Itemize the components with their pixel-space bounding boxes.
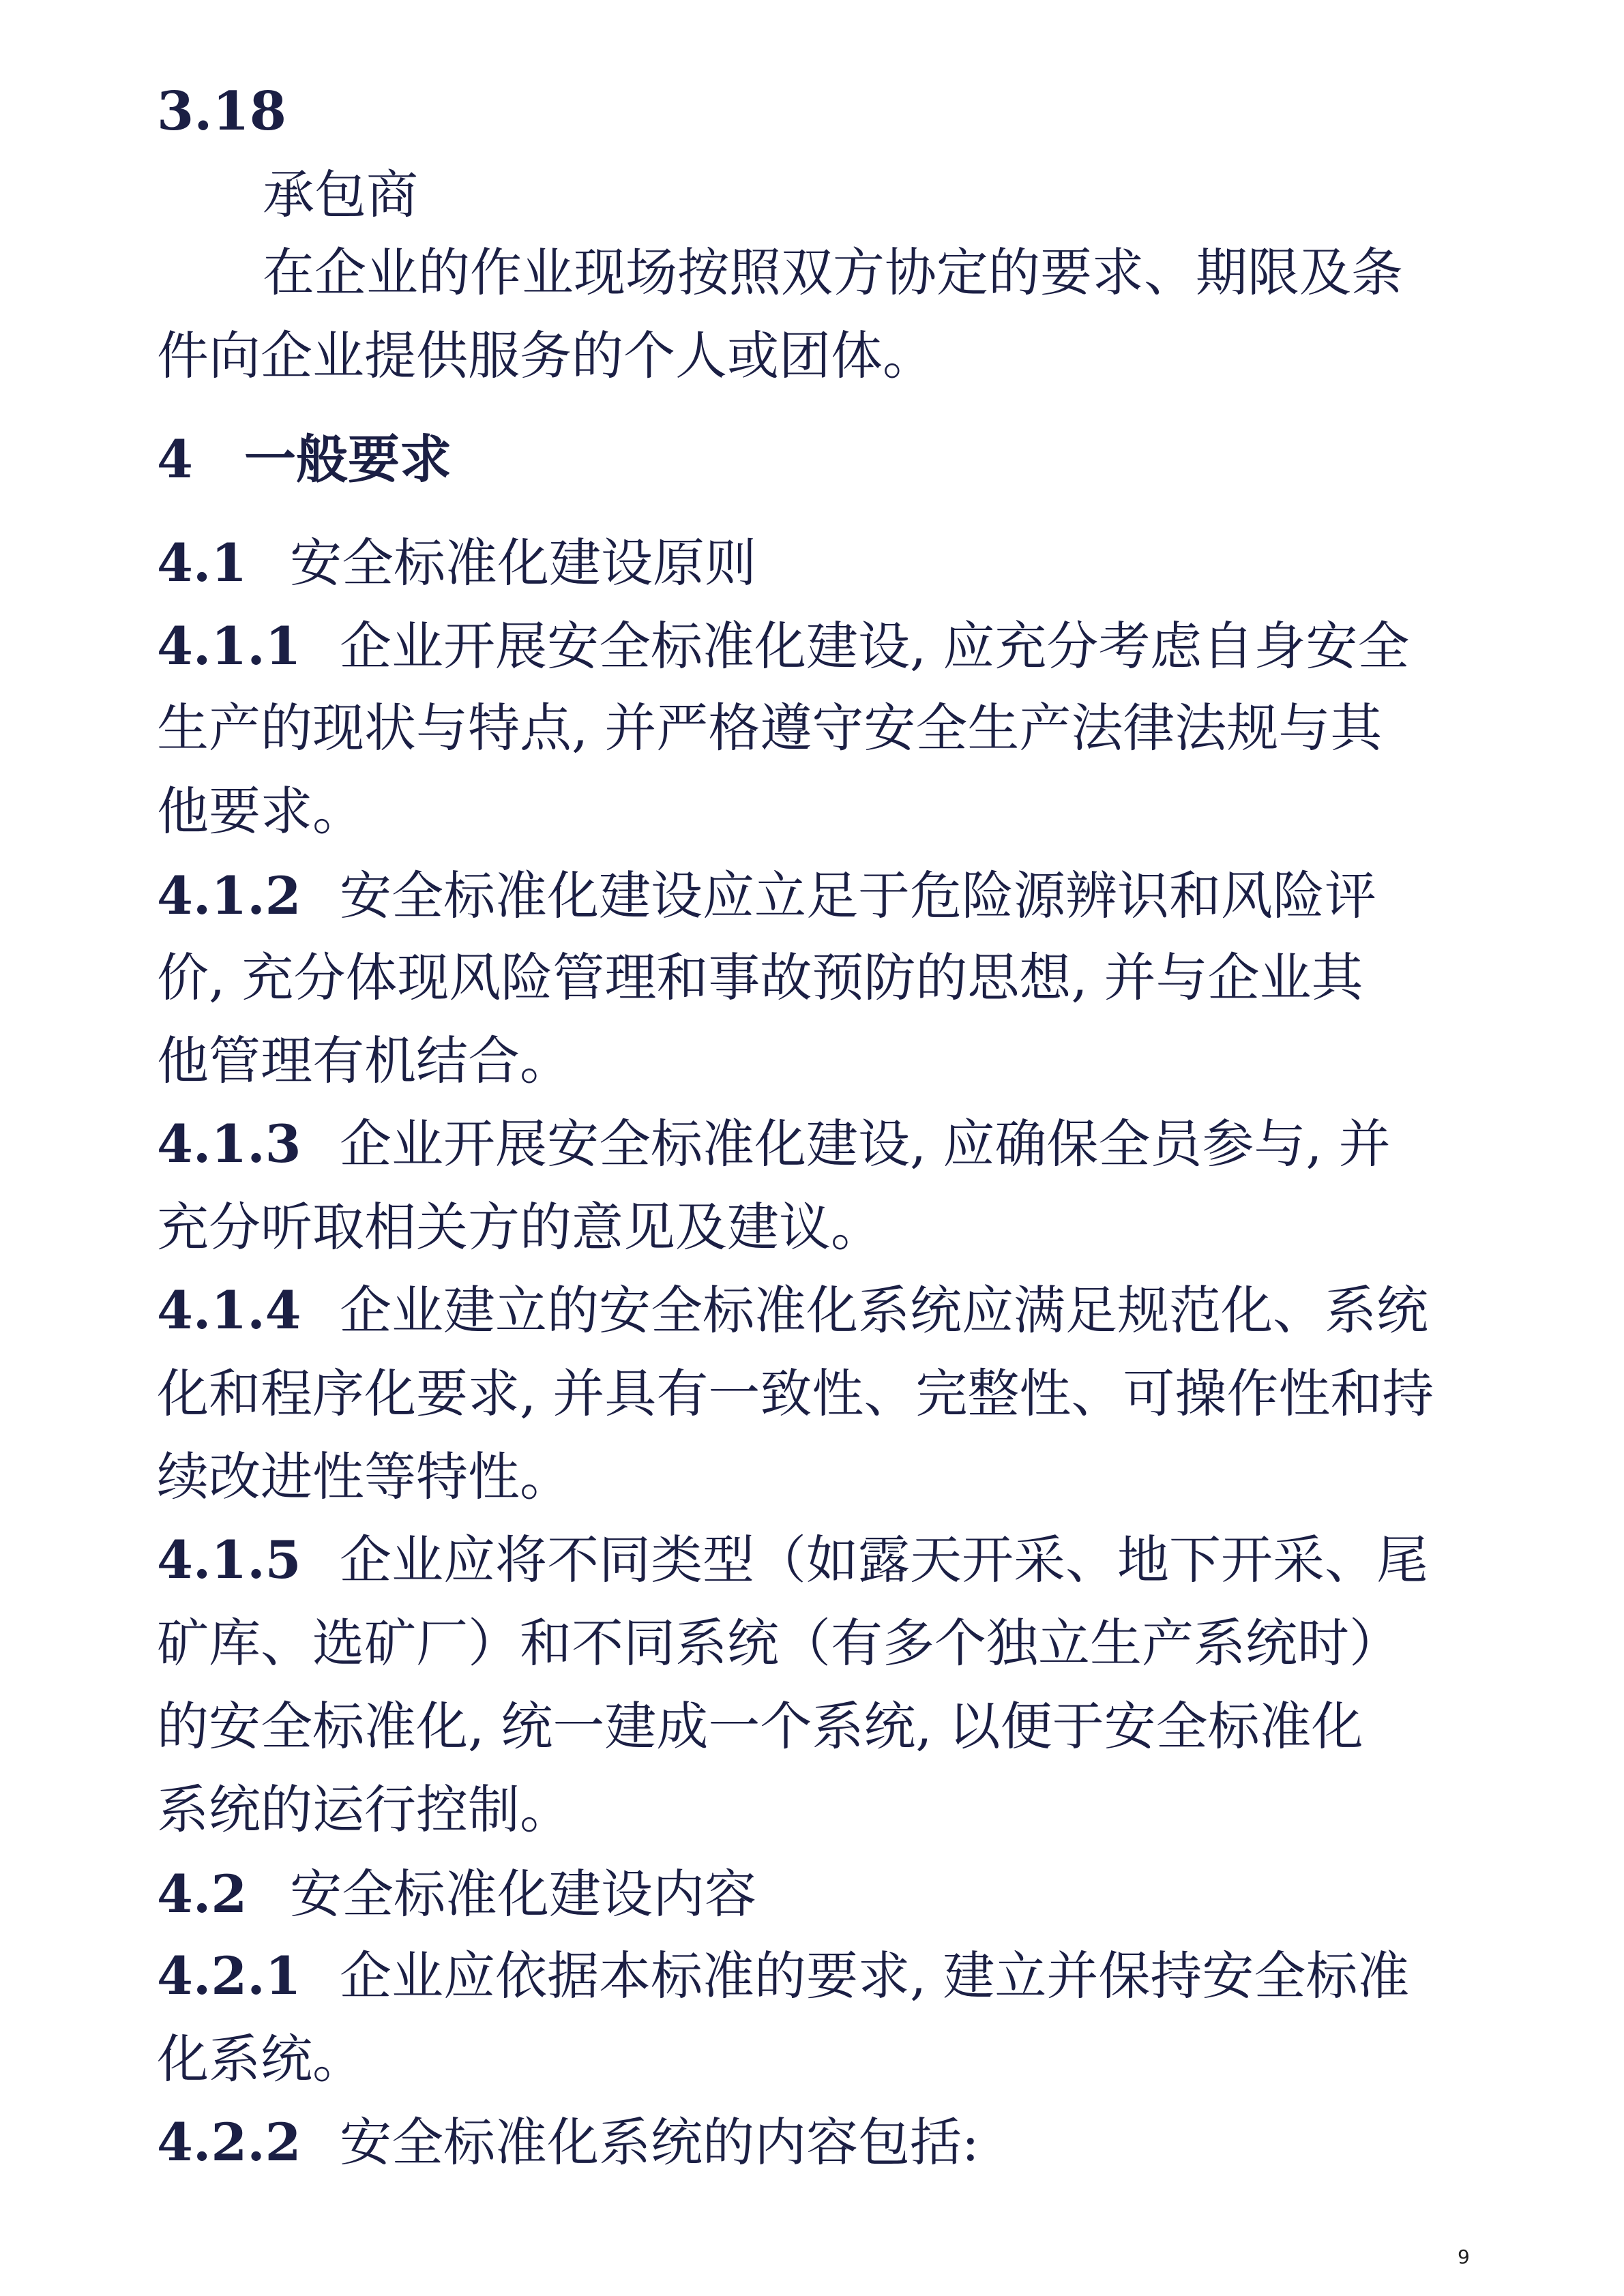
clause-text: 企业应依据本标准的要求, 建立并保持安全标准 bbox=[340, 1945, 1410, 2006]
clause-number: 4.1.3 bbox=[157, 1114, 301, 1174]
clause-4-1-4-line-3: 续改进性等特性。 bbox=[157, 1446, 572, 1507]
section-number: 4 bbox=[157, 429, 193, 490]
definition-line-2: 件向企业提供服务的个人或团体。 bbox=[157, 325, 934, 386]
clause-4-1-3 bbox=[157, 1114, 1477, 1174]
clause-number: 4.2.1 bbox=[157, 1945, 301, 2006]
clause-4-2-1-line-2: 化系统。 bbox=[157, 2029, 364, 2089]
clause-number: 4.1.5 bbox=[157, 1530, 301, 1590]
clause-4-2-2 bbox=[157, 2112, 1477, 2173]
clause-4-1-2-line-3: 他管理有机结合。 bbox=[157, 1030, 572, 1091]
clause-4-1-5 bbox=[157, 1530, 1477, 1590]
clause-4-1-5-line-3: 的安全标准化, 统一建成一个系统, 以便于安全标准化 bbox=[157, 1696, 1363, 1757]
clause-4-1-2-line-2: 价, 充分体现风险管理和事故预防的思想, 并与企业其 bbox=[157, 947, 1363, 1008]
clause-number: 4.1.1 bbox=[157, 616, 301, 676]
clause-text: 安全标准化建设应立足于危险源辨识和风险评 bbox=[340, 865, 1376, 926]
clause-text: 安全标准化系统的内容包括: bbox=[340, 2112, 979, 2173]
section-4-2-heading bbox=[157, 1864, 1477, 1924]
clause-4-1-4-line-2: 化和程序化要求, 并具有一致性、完整性、可操作性和持 bbox=[157, 1363, 1434, 1424]
clause-text: 企业建立的安全标准化系统应满足规范化、系统 bbox=[340, 1280, 1428, 1341]
section-number: 4.1 bbox=[157, 533, 248, 593]
clause-number: 4.2.2 bbox=[157, 2112, 301, 2173]
clause-text: 企业开展安全标准化建设, 应确保全员参与, 并 bbox=[340, 1114, 1391, 1174]
clause-4-1-3-line-2: 充分听取相关方的意见及建议。 bbox=[157, 1197, 883, 1257]
section-title: 安全标准化建设原则 bbox=[290, 533, 756, 593]
page-number: 9 bbox=[1458, 2246, 1470, 2268]
section-title: 一般要求 bbox=[244, 429, 452, 490]
section-number: 4.2 bbox=[157, 1864, 248, 1924]
clause-text: 企业开展安全标准化建设, 应充分考虑自身安全 bbox=[340, 616, 1410, 676]
clause-4-2-1 bbox=[157, 1945, 1477, 2006]
clause-4-1-1-line-2: 生产的现状与特点, 并严格遵守安全生产法律法规与其 bbox=[157, 698, 1383, 758]
definition-line-1: 在企业的作业现场按照双方协定的要求、期限及条 bbox=[263, 242, 1403, 303]
clause-4-1-4 bbox=[157, 1280, 1477, 1341]
clause-text: 企业应将不同类型（如露天开采、地下开采、尾 bbox=[340, 1530, 1428, 1590]
section-4-1-heading bbox=[157, 533, 1477, 593]
section-4-heading bbox=[157, 429, 1477, 490]
clause-number: 4.1.4 bbox=[157, 1280, 301, 1341]
clause-4-1-1 bbox=[157, 616, 1477, 676]
clause-4-1-1-line-3: 他要求。 bbox=[157, 781, 364, 841]
section-title: 安全标准化建设内容 bbox=[290, 1864, 756, 1924]
term-contractor: 承包商 bbox=[263, 164, 418, 225]
clause-4-1-2 bbox=[157, 865, 1477, 926]
section-number-3-18: 3.18 bbox=[157, 80, 286, 143]
clause-4-1-5-line-4: 系统的运行控制。 bbox=[157, 1779, 572, 1840]
clause-4-1-5-line-2: 矿库、选矿厂）和不同系统（有多个独立生产系统时） bbox=[157, 1613, 1401, 1673]
clause-number: 4.1.2 bbox=[157, 865, 301, 926]
